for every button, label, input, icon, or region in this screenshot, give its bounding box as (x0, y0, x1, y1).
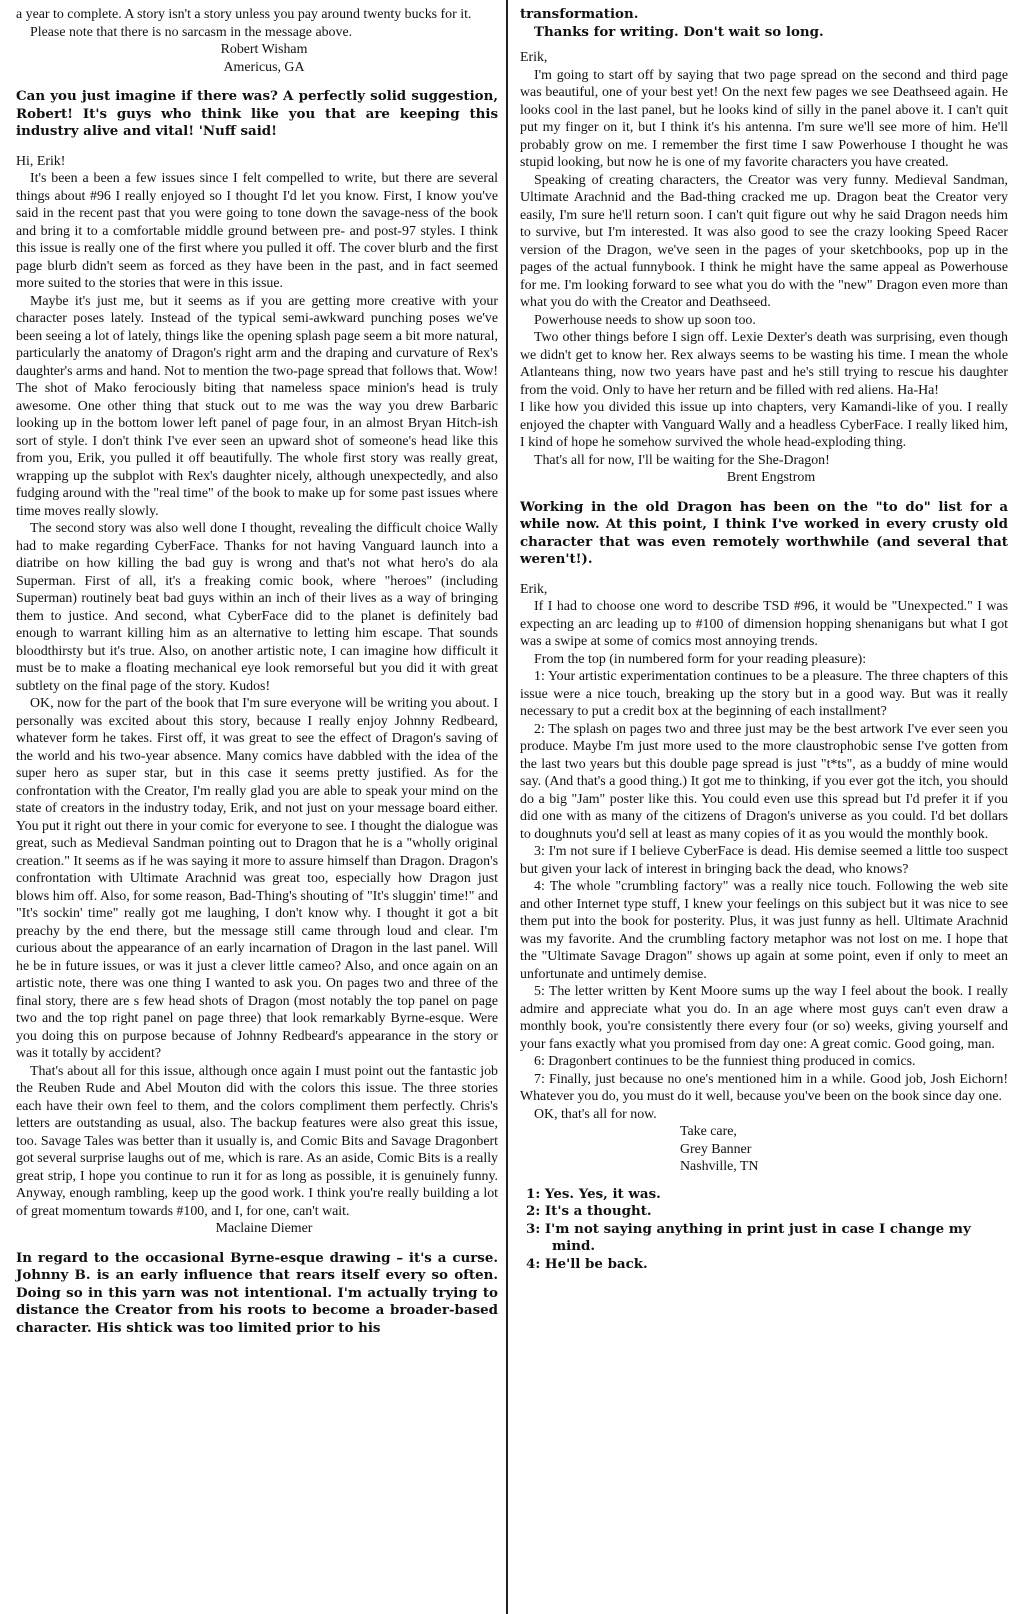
letter-signature-name: Grey Banner (680, 1141, 752, 1157)
letter-text: That's all for now, I'll be waiting for the She-Dragon! (534, 452, 830, 468)
letter-text: Two other things before I sign off. Lexie Dexter's death was surprising, even though we didn't get to know her. Rex always seems to be wasting his time. I mean the whole Atlanteans thing, now two years have past and he's still trying to rescue his daughter from the void. Only to have her return and be filled with red aliens. Ha-Ha! (520, 330, 1008, 398)
letter-greeting: Erik, (520, 581, 548, 597)
letter-text: 7: Finally, just because no one's mentioned him in a while. Good job, Josh Eichorn! Whatever you do, you must do it well, because you've been on the book since day one. (520, 1071, 1008, 1104)
editor-reply: Can you just imagine if there was? A perfectly solid suggestion, Robert! It's guys who think like you that are keeping this industry alive and vital! 'Nuff said! (16, 88, 498, 139)
column-divider (506, 0, 508, 1614)
letter-text: Powerhouse needs to show up soon too. (534, 312, 756, 328)
editor-reply-continued: transformation. (520, 6, 639, 22)
letter-text: OK, now for the part of the book that I'm sure everyone will be writing you about. I personally was excited about this story, because I really enjoy Johnny Redbeard, whatever form he takes. First off, it was great to see the effect of Dragon's saving of the world and his two-year absence. Many comics have dabbled with the idea of the super hero as super star, but in this case it seems pretty justified. As for the confrontation with the Creator, I'm really glad you are able to speak your mind on the state of creators in the industry today, Erik, and not just on your message board either. You put it right out there in your comic for everyone to see. I thought the dialogue was great, such as Medieval Sandman pointing out to Dragon that he is a "wholly original creation." It seems as if he was saying it more to assure himself than Dragon. Dragon's confrontation with Ultimate Arachnid was great too, especially how Dragon just blows him off. Also, for some reason, Bad-Thing's shouting of "It's sluggin' time!" and "It's sockin' time" really got me laughing, I don't know why. I thought it got a bit preachy by the end there, but the message still came through loud and clear. I'm curious about the appearance of an early incarnation of Dragon in the last panel. Will he be in future issues, or was it just a clever little cameo? Also, and once again on an artistic note, there was one thing I wanted to ask you. On pages two and three of the final story, there are s few head shots of Dragon (most notably the top panel on page two and the top right panel on page three) that look remarkably Byrne-esque. Were you doing this on purpose because of Johnny Redbeard's appearance in the story or was it totally by accident? (16, 696, 498, 1061)
letter-text: Speaking of creating characters, the Creator was very funny. Medieval Sandman, Ultimate Arachnid and the Bad-thing cracked me up. Dragon beat the Creator very easily, I'm sure he'll return soon. I can't quit figure out why he said Dragon needs him to survive, but I'm interested. It was also good to see the crazy looking Speed Racer version of the Dragon, we've seen in the pages of your sketchbooks, pop up in the pages of the actual funnybook. I think he might have the same appeal as Powerhouse for me. I'm looking forward to see what you do with the "new" Dragon even more than what you do with the Creator and Deathseed. (520, 172, 1008, 310)
editor-reply: Working in the old Dragon has been on the "to do" list for a while now. At this point, I think I've worked in every crusty old character that was even remotely worthwhile (and several that weren't!). (520, 498, 1008, 567)
letter-signature-name: Robert Wisham (220, 42, 308, 57)
letter-text: I like how you divided this issue up into chapters, very Kamandi-like of you. I really enjoyed the chapter with Vanguard Wally and a headless CyberFace. I really liked him, I kind of hope he somehow survived the whole head-exploding thing. (520, 400, 1008, 450)
editor-answer: 3: I'm not saying anything in print just in case I change my mind. (526, 1220, 971, 1254)
letter-text: 5: The letter written by Kent Moore sums up the way I feel about the book. I really admire and appreciate what you do. In an age where most guys can't even draw a monthly book, you're consistently there every four (or so) weeks, giving yourself and your fans exactly what you promised from day one: A great comic. Good going, man. (520, 984, 1008, 1052)
letter-text: If I had to choose one word to describe TSD #96, it would be "Unexpected." I was expecting an arc leading up to #100 of dimension hopping shenanigans but what I got was a swipe at some of comics most annoying trends. (520, 599, 1008, 649)
letter-greeting: Hi, Erik! (16, 153, 66, 169)
letter-signature-place: Americus, GA (223, 59, 305, 75)
letter-text: From the top (in numbered form for your reading pleasure): (534, 651, 867, 667)
editor-answer: 2: It's a thought. (526, 1203, 652, 1219)
letter-text: That's about all for this issue, although once again I must point out the fantastic job the Reuben Rude and Abel Mouton did with the colors this issue. The three stories each have their own feel to them, and the colors compliment them perfectly. Chris's letters are outstanding as usual, also. The backup features were also great this issue, too. Savage Tales was better than it usually is, and Comic Bits and Savage Dragonbert got several surprise laughs out of me, which is rare. As an aside, Comic Bits is a really great strip, I hope you continue to run it for as long as possible, it is genuinely funny. Anyway, enough rambling, keep up the good work. I think you're really building a lot of great momentum towards #100, and I, for one, can't wait. (16, 1063, 498, 1219)
letter-signature-closing: Take care, (680, 1124, 737, 1139)
letter-text: It's been a been a few issues since I felt compelled to write, but there are several things about #96 I really enjoyed so I thought I'd let you know. First, I know you've said in the recent past that you were going to tone down the savage-ness of the book and bring it to a comfortable middle ground between pre- and post-97 styles. I think this issue is really one of the first where you pulled it off. The cover blurb and the first page blurb didn't seem as forced as they have been in the past, and in fact seemed more suited to the stories that were in this issue. (16, 171, 498, 291)
editor-reply-thanks: Thanks for writing. Don't wait so long. (534, 23, 824, 40)
letter-text: 4: The whole "crumbling factory" was a really nice touch. Following the web site and other Internet type stuff, I knew your feelings on this subject but it was nice to see them put into the book for posterity. Plus, it was just funny as hell. Ultimate Arachnid was my favorite. And the crumbling factory metaphor was not lost on me. I hope that the "Ultimate Savage Dragon" shows up again at some point, even if only to meet an unfortunate and untimely demise. (520, 879, 1008, 982)
editor-answers-list (520, 1186, 1008, 1274)
letter-text: 3: I'm not sure if I believe CyberFace is dead. His demise seemed a little too suspect but given your lack of interest in bringing back the dead, who knows? (520, 844, 1008, 877)
letter-text: 1: Your artistic experimentation continues to be a pleasure. The three chapters of this issue were a nice touch, breaking up the story but in a good way. But was it really necessary to put a credit box at the beginning of each installment? (520, 669, 1008, 719)
letter-text: 6: Dragonbert continues to be the funniest thing produced in comics. (534, 1054, 916, 1069)
letter-signature-name: Maclaine Diemer (215, 1221, 313, 1236)
letter-greeting: Erik, (520, 50, 548, 65)
letter-signature-name: Brent Engstrom (726, 470, 816, 485)
letter-text: Maybe it's just me, but it seems as if you are getting more creative with your character poses lately. Instead of the typical semi-awkward punching poses we've been seeing a lot of lately, things like the opening splash page seem a bit more natural, particularly the anatomy of Dragon's right arm and the draping and curvature of Rex's daughter's arms and hand. Not to mention the two-page spread that follows that. Wow! The shot of Mako ferociously biting that nameless space minion's head is truly awesome. One other thing that stuck out to me was the way you drew Barbaric looking up in the bottom lower left panel of page four, in an almost Bryan Hitch-ish sort of style. I don't think I've ever seen an upward shot of someone's head like this from you, Erik, you pulled it off beautifully. The whole first story was really great, wrapping up the subplot with Rex's daughter nicely, although unexpectedly, and also fudging around with the "real time" of the book to make up for some past issues where time moves really slowly. (16, 293, 498, 519)
editor-answer: 1: Yes. Yes, it was. (526, 1185, 661, 1202)
letter-text: OK, that's all for now. (534, 1106, 657, 1122)
letter-text: 2: The splash on pages two and three just may be the best artwork I've ever seen you produce. Maybe I'm just more used to the more claustrophobic sense I've gotten from the last two years but this double page spread is just "t*ts", as a buddy of mine would say. (And that's a good thing.) It got me to thinking, if you ever got the itch, you should do a big "Jam" poster like this. You could even use this spread but I'd prefer it if you did one with as many of the citizens of Dragon's universe as you could. I'd bet dollars to doughnuts you'd sell at least as many copies of it as you would the monthly book. (520, 721, 1008, 842)
letter-signature-place: Nashville, TN (680, 1159, 759, 1174)
letter-text: Please note that there is no sarcasm in the message above. (30, 24, 353, 40)
editor-answer: 4: He'll be back. (526, 1255, 648, 1272)
right-column (520, 6, 1008, 1273)
left-column (16, 6, 498, 1349)
editor-reply: In regard to the occasional Byrne-esque drawing – it's a curse. Johnny B. is an early influence that rears itself every so often. Doing so in this yarn was not intentional. I'm actually trying to distance the Creator from his roots to become a broader-based character. His shtick was too limited prior to his (16, 1249, 498, 1336)
letter-text: a year to complete. A story isn't a story unless you pay around twenty bucks for it. (16, 7, 472, 22)
letter-text: The second story was also well done I thought, revealing the difficult choice Wally had to make regarding CyberFace. Thanks for not having Vanguard launch into a diatribe on how killing the bad guy is wrong and that's not what hero's do ala Superman. First of all, it's a freaking comic book, where "heroes" (including Superman) routinely beat bad guys within an inch of their lives as a way of bringing them to justice. And second, what CyberFace did to the planet is definitely bad enough to warrant killing him as an alternative to letting him escape. That sounds bloodthirsty but it's true. Also, on another artistic note, I can imagine how difficult it must be to make a floating mechanical eye look remorseful but you did it with great subtlety on the final page of the story. Kudos! (16, 521, 498, 694)
letter-text: I'm going to start off by saying that two page spread on the second and third page was beautiful, one of your best yet! On the next few pages we see Deathseed again. He looks cool in the last panel, but he looks kind of silly in the panel above it. I can't quit put my finger on it, but I think it's his antenna. I'm sure we'll see more of him. He'll probably grow on me. I remember the first time I saw Powerhouse I thought he was stupid looking, but now he is one of my favorite characters you have created. (520, 67, 1008, 170)
